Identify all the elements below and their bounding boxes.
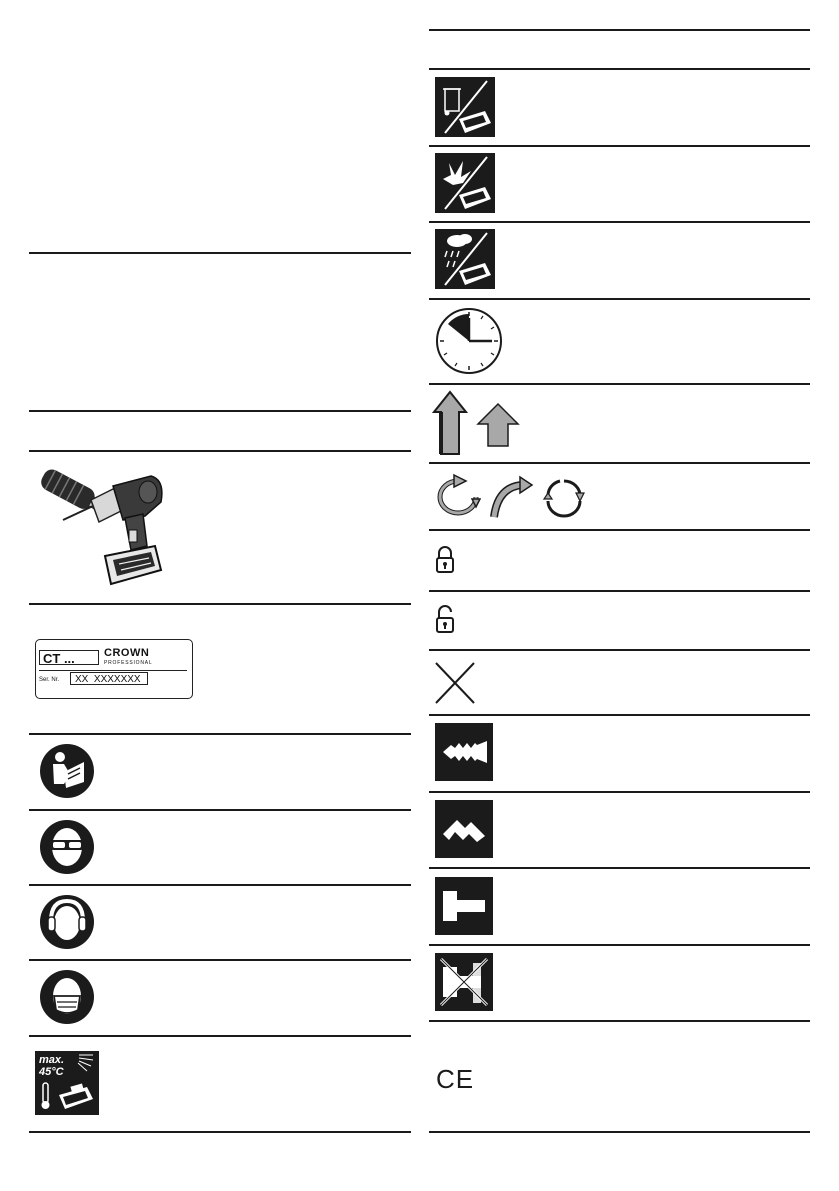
rule-right-16: [429, 1131, 810, 1133]
cross-icon: [434, 661, 476, 705]
no-fire-icon: [435, 153, 495, 213]
rule-left-2: [29, 410, 411, 412]
rule-right-11: [429, 714, 810, 716]
rule-right-13: [429, 867, 810, 869]
clock-icon: [434, 306, 504, 376]
charger-max-text: max.: [39, 1054, 65, 1066]
rule-right-12: [429, 791, 810, 793]
rule-left-7: [29, 884, 411, 886]
dust-mask-icon: [40, 970, 94, 1024]
rule-right-7: [429, 462, 810, 464]
rule-right-6: [429, 383, 810, 385]
rule-right-1: [429, 29, 810, 31]
drill-bit-icon: [435, 800, 493, 858]
eye-protection-icon: [40, 820, 94, 874]
label-divider: [39, 670, 187, 671]
rule-right-4: [429, 221, 810, 223]
rule-right-14: [429, 944, 810, 946]
rule-left-6: [29, 809, 411, 811]
label-model-code: CT ...: [39, 650, 99, 665]
rule-left-3: [29, 450, 411, 452]
rule-right-15: [429, 1020, 810, 1022]
rule-right-10: [429, 649, 810, 651]
label-brand: CROWN: [104, 647, 150, 659]
rule-left-10: [29, 1131, 411, 1133]
ce-mark-icon: CE: [436, 1064, 475, 1094]
read-manual-icon: [40, 744, 94, 798]
rule-left-8: [29, 959, 411, 961]
label-plate-icon: [35, 639, 193, 699]
charger-temp-text: 45°C: [39, 1066, 64, 1078]
label-serial-label: Ser. Nr.: [39, 677, 60, 683]
no-rain-icon: [435, 229, 495, 289]
unlock-icon: [435, 604, 455, 636]
lock-icon: [435, 544, 455, 576]
no-hammer-icon: [435, 953, 493, 1011]
rule-left-5: [29, 733, 411, 735]
rule-left-9: [29, 1035, 411, 1037]
rule-right-9: [429, 590, 810, 592]
rule-left-4: [29, 603, 411, 605]
charger-max-temp-icon: [35, 1051, 99, 1115]
screw-icon: [435, 723, 493, 781]
label-brand-sub: PROFESSIONAL: [104, 660, 153, 666]
rule-left-1: [29, 252, 411, 254]
label-serial-value: XX XXXXXXX: [70, 672, 148, 685]
rule-right-3: [429, 145, 810, 147]
no-household-disposal-icon: [435, 77, 495, 137]
rule-right-2: [429, 68, 810, 70]
rule-right-8: [429, 529, 810, 531]
up-arrows-icon: [432, 390, 522, 456]
ear-protection-icon: [40, 895, 94, 949]
rule-right-5: [429, 298, 810, 300]
rotation-icon: [432, 473, 592, 521]
hammer-icon: [435, 877, 493, 935]
drill-illustration: [33, 460, 173, 598]
